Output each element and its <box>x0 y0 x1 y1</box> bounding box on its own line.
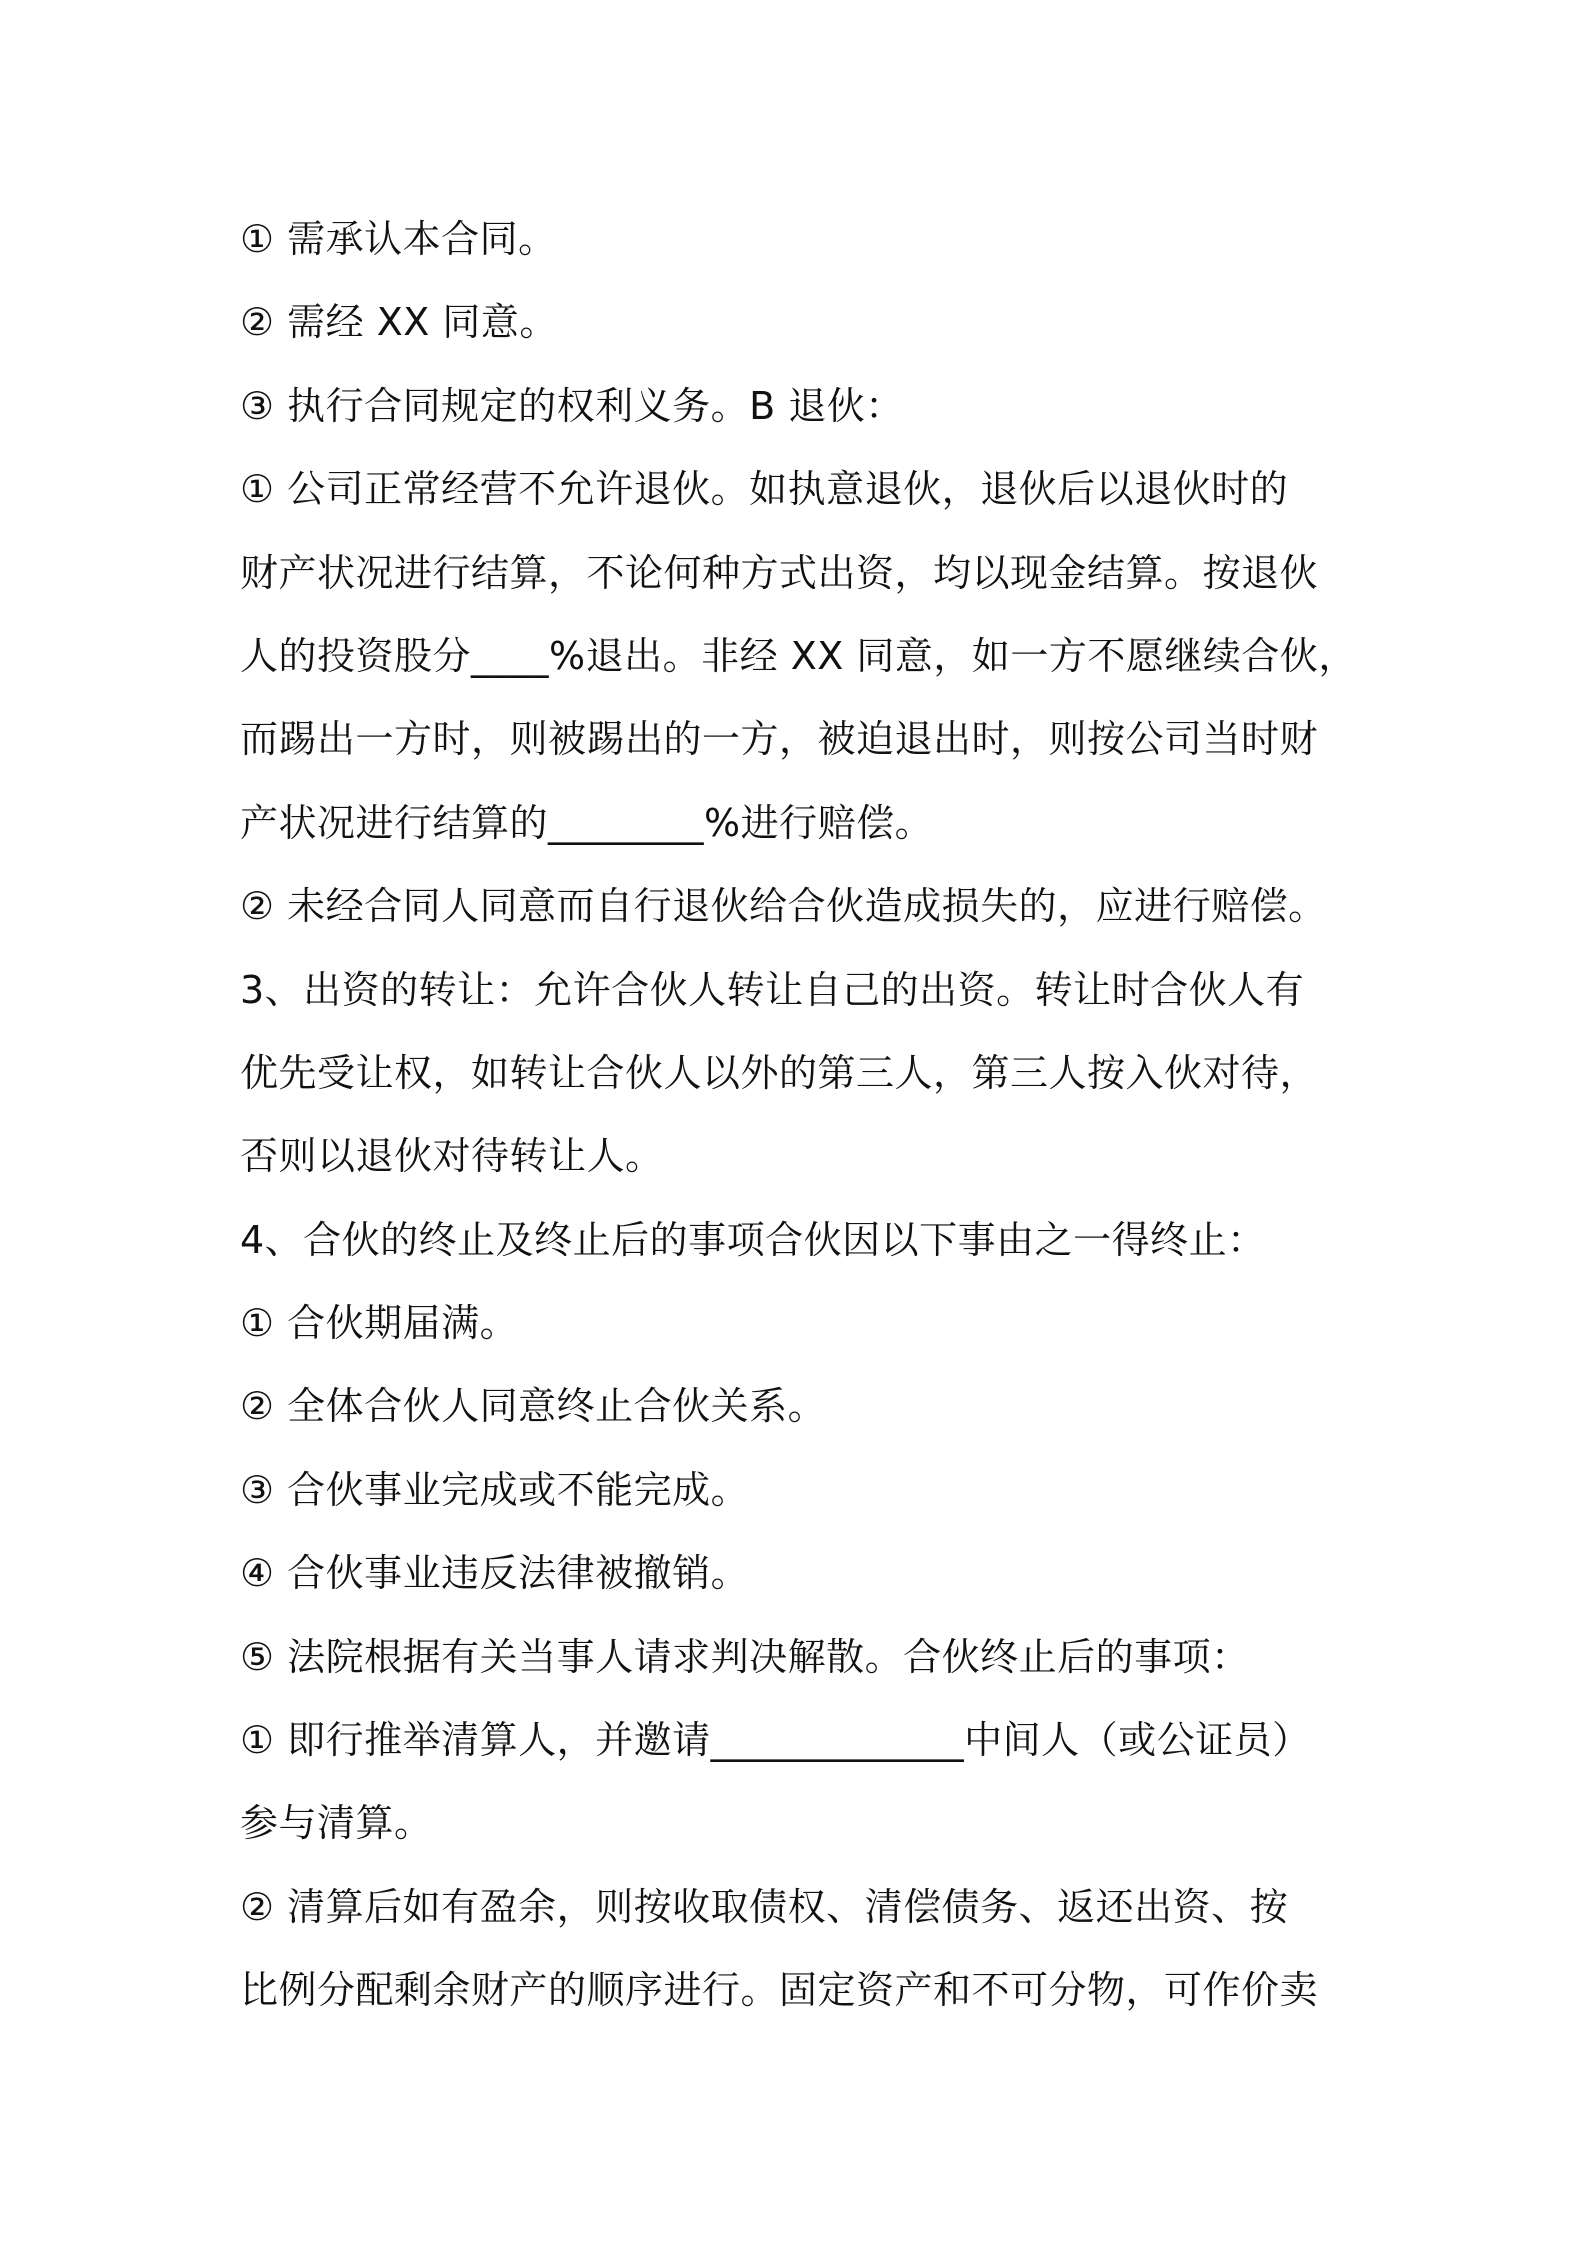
text-line: ① 即行推举清算人，并邀请_____________中间人（或公证员） <box>240 1718 1311 1763</box>
text-line: ① 合伙期届满。 <box>240 1301 519 1346</box>
text-line: ② 未经合同人同意而自行退伙给合伙造成损失的，应进行赔偿。 <box>240 884 1327 929</box>
text-line: 产状况进行结算的________%进行赔偿。 <box>240 800 934 845</box>
text-line: 而踢出一方时，则被踢出的一方，被迫退出时，则按公司当时财 <box>240 717 1319 762</box>
text-line: 参与清算。 <box>240 1801 433 1846</box>
text-line: 4、合伙的终止及终止后的事项合伙因以下事由之一得终止： <box>240 1217 1266 1262</box>
text-line: ② 需经 XX 同意。 <box>240 300 558 345</box>
text-line: ① 需承认本合同。 <box>240 217 557 261</box>
text-line: ① 公司正常经营不允许退伙。如执意退伙，退伙后以退伙时的 <box>240 467 1289 512</box>
document-body <box>240 198 1380 2033</box>
text-line: ⑤ 法院根据有关当事人请求判决解散。合伙终止后的事项： <box>240 1634 1250 1679</box>
text-line: 比例分配剩余财产的顺序进行。固定资产和不可分物，可作价卖 <box>240 1968 1319 2013</box>
text-line: ④ 合伙事业违反法律被撤销。 <box>240 1551 750 1596</box>
text-line: ② 清算后如有盈余，则按收取债权、清偿债务、返还出资、按 <box>240 1884 1289 1929</box>
text-line: 财产状况进行结算，不论何种方式出资，均以现金结算。按退伙 <box>240 550 1319 595</box>
text-line: 优先受让权，如转让合伙人以外的第三人，第三人按入伙对待， <box>240 1050 1319 1095</box>
text-line: ③ 执行合同规定的权利义务。B 退伙： <box>240 383 904 428</box>
text-line: ② 全体合伙人同意终止合伙关系。 <box>240 1384 827 1429</box>
text-line: ③ 合伙事业完成或不能完成。 <box>240 1467 750 1512</box>
text-line: 3、出资的转让：允许合伙人转让自己的出资。转让时合伙人有 <box>240 967 1305 1012</box>
text-line: 否则以退伙对待转让人。 <box>240 1134 664 1179</box>
text-line: 人的投资股分____%退出。非经 XX 同意，如一方不愿继续合伙， <box>240 633 1357 678</box>
